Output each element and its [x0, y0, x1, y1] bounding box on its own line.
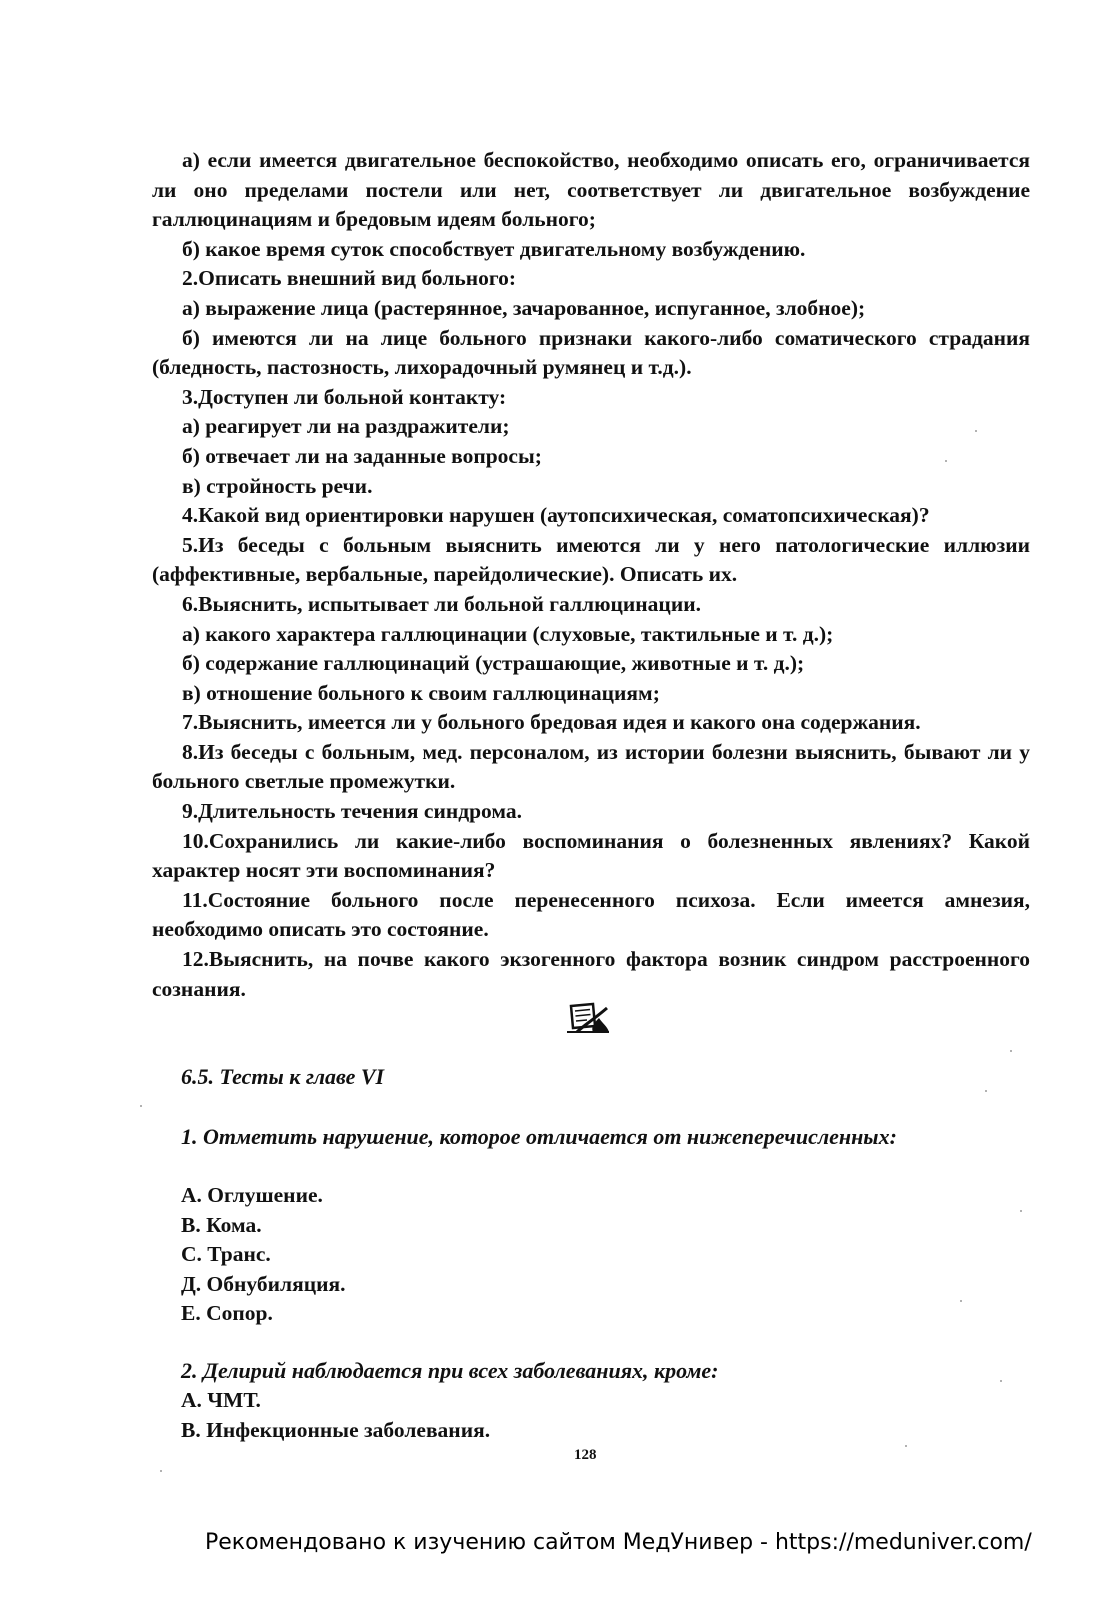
answer-option: Д. Обнубиляция. — [181, 1271, 346, 1296]
body-text — [152, 146, 1030, 1004]
scan-speck — [905, 1445, 907, 1447]
scan-speck — [960, 1300, 962, 1302]
answer-option: В. Кома. — [181, 1212, 262, 1237]
paragraph: а) какого характера галлюцинации (слуховые, тактильные и т. д.); — [182, 621, 834, 646]
test-question: 1. Отметить нарушение, которое отличается от нижеперечисленных: — [181, 1124, 897, 1149]
paragraph: а) если имеется двигательное беспокойство, необходимо описать его, ограничивается ли оно пределами постели или нет, соответствует ли двигательное возбуждение галлюцинациям и бредовым идеям больного; — [152, 148, 1030, 232]
paragraph: 4.Какой вид ориентировки нарушен (аутопсихическая, соматопсихическая)? — [182, 503, 930, 528]
scan-speck — [140, 1105, 142, 1107]
paragraph: б) содержание галлюцинаций (устрашающие, животные и т. д.); — [182, 651, 805, 676]
answer-option: В. Инфекционные заболевания. — [181, 1417, 491, 1442]
paragraph: а) выражение лица (растерянное, зачарованное, испуганное, злобное); — [182, 295, 866, 320]
answer-option: С. Транс. — [181, 1242, 271, 1267]
paragraph: б) какое время суток способствует двигательному возбуждению. — [182, 236, 806, 261]
paragraph: в) стройность речи. — [182, 473, 373, 498]
paragraph: а) реагирует ли на раздражители; — [182, 414, 510, 439]
paragraph: 9.Длительность течения синдрома. — [182, 799, 523, 824]
footer-recommendation: Рекомендовано к изучению сайтом МедУнивер - https://meduniver.com/ — [205, 1530, 1032, 1555]
paragraph: 11.Состояние больного после перенесенного психоза. Если имеется амнезия, необходимо описать это состояние. — [152, 887, 1030, 942]
scan-speck — [1020, 1210, 1022, 1212]
answer-options — [181, 1181, 345, 1329]
test-question: 2. Делирий наблюдается при всех заболеваниях, кроме: — [181, 1358, 719, 1383]
paragraph: 7.Выяснить, имеется ли у больного бредовая идея и какого она содержания. — [182, 710, 921, 735]
scan-speck — [985, 1090, 987, 1092]
answer-option: А. ЧМТ. — [181, 1388, 261, 1412]
scan-speck — [1010, 1050, 1012, 1052]
paragraph: б) отвечает ли на заданные вопросы; — [182, 443, 542, 468]
paragraph: б) имеются ли на лице больного признаки какого-либо соматического страдания (бледность, пастозность, лихорадочный румянец и т.д.). — [152, 325, 1030, 380]
page-number: 128 — [574, 1447, 597, 1463]
scan-speck — [945, 460, 947, 462]
paragraph: 10.Сохранились ли какие-либо воспоминания о болезненных явлениях? Какой характер носят эти воспоминания? — [152, 828, 1030, 883]
scan-speck — [1000, 1380, 1002, 1382]
answer-options — [181, 1386, 490, 1445]
paragraph: 2.Описать внешний вид больного: — [182, 266, 517, 291]
paragraph: 12.Выяснить, на почве какого экзогенного фактора возник синдром расстроенного сознания. — [152, 947, 1030, 1001]
paragraph: 5.Из беседы с больным выяснить имеются ли у него патологические иллюзии (аффективные, вербальные, парейдолические). Описать их. — [152, 532, 1030, 587]
scan-speck — [975, 430, 977, 432]
section-title: 6.5. Тесты к главе VI — [181, 1064, 385, 1089]
scan-speck — [160, 1470, 162, 1472]
writing-hand-icon — [563, 998, 613, 1038]
paragraph: 6.Выяснить, испытывает ли больной галлюцинации. — [182, 591, 701, 616]
answer-option: А. Оглушение. — [181, 1183, 323, 1207]
paragraph: в) отношение больного к своим галлюцинациям; — [182, 680, 660, 705]
paragraph: 8.Из беседы с больным, мед. персоналом, из истории болезни выяснить, бывают ли у больного светлые промежутки. — [152, 739, 1030, 794]
answer-option: Е. Сопор. — [181, 1301, 273, 1326]
paragraph: 3.Доступен ли больной контакту: — [182, 384, 507, 409]
